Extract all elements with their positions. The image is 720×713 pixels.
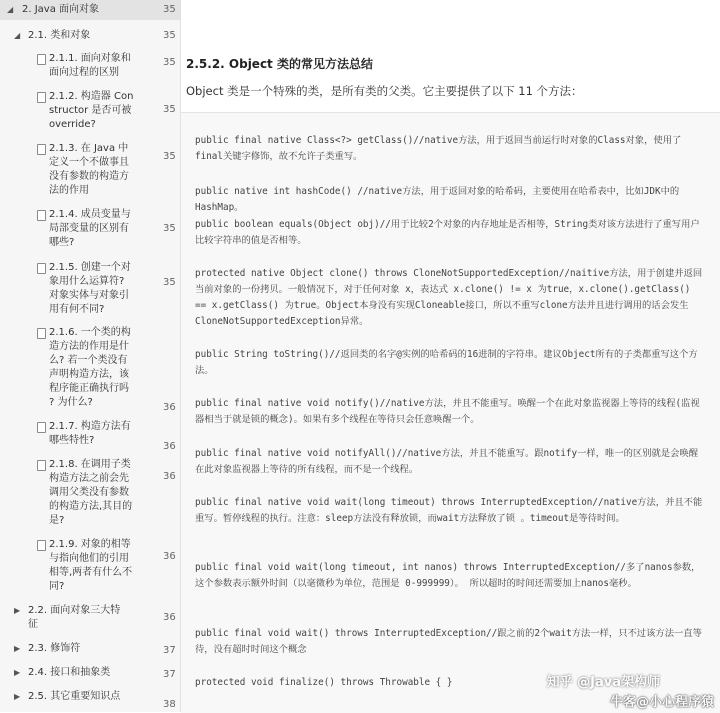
- toc-label: 2.1. 类和对象: [28, 30, 91, 41]
- code-block: [181, 112, 720, 713]
- toc-item-2-1-7[interactable]: [0, 420, 180, 450]
- code-line-wait-timeout: public final native void wait(long timeout) throws InterruptedException//native方法，并且不能重写。暂停线程的执行。注意：sleep方法没有释放锁，而wait方法释放了锁 。timeout是等待时间。: [195, 497, 703, 524]
- toc-page: 35: [163, 223, 176, 234]
- document-icon: [37, 422, 46, 433]
- collapse-icon[interactable]: ◢: [7, 5, 14, 14]
- code-line-wait-nanos: public final void wait(long timeout, int nanos) throws InterruptedException//多了nanos参数，这个参数表示额外时间（以毫微秒为单位，范围是 0-999999）。 所以超时的时间还需要加上nanos毫秒。: [195, 562, 701, 589]
- toc-label: 2.1.8. 在调用子类 构造方法之前会先 调用父类没有参数 的构造方法,其目的 是?: [49, 459, 133, 526]
- code-line-wait: public final void wait() throws InterruptedException//跟之前的2个wait方法一样，只不过该方法一直等待，没有超时时间这个概念: [195, 628, 702, 655]
- toc-sidebar: [0, 0, 181, 712]
- document-icon: [37, 328, 46, 339]
- toc-label: 2.4. 接口和抽象类: [28, 667, 111, 678]
- toc-item-2-1-9[interactable]: [0, 538, 180, 596]
- toc-page: 35: [163, 4, 176, 15]
- toc-item-2-1-8[interactable]: [0, 458, 180, 530]
- toc-page: 35: [163, 104, 176, 115]
- toc-label: 2.1.7. 构造方法有 哪些特性?: [49, 421, 131, 446]
- toc-item-2-1-3[interactable]: [0, 142, 180, 200]
- toc-item-2-1-4[interactable]: [0, 208, 180, 252]
- toc-page: 36: [163, 551, 176, 562]
- toc-label: 2. Java 面向对象: [22, 4, 100, 15]
- toc-label: 2.1.2. 构造器 Con structor 是否可被 override?: [49, 91, 134, 130]
- intro-paragraph: Object 类是一个特殊的类，是所有类的父类。它主要提供了以下 11 个方法：: [186, 84, 583, 98]
- expand-icon[interactable]: ▶: [14, 668, 21, 677]
- toc-page: 36: [163, 471, 176, 482]
- toc-item-2[interactable]: [0, 3, 180, 17]
- toc-label: 2.3. 修饰符: [28, 643, 81, 654]
- toc-label: 2.1.9. 对象的相等 与指向他们的引用 相等,两者有什么不 同?: [49, 539, 133, 592]
- toc-label: 2.5. 其它重要知识点: [28, 691, 121, 702]
- toc-page: 38: [163, 699, 176, 710]
- toc-item-2-5[interactable]: [0, 690, 180, 710]
- document-icon: [37, 144, 46, 155]
- toc-item-2-1[interactable]: [0, 29, 180, 43]
- document-icon: [37, 263, 46, 274]
- toc-item-2-4[interactable]: [0, 666, 180, 680]
- toc-page: 35: [163, 57, 176, 68]
- toc-item-2-1-2[interactable]: [0, 90, 180, 134]
- toc-label: 2.1.6. 一个类的构 造方法的作用是什 么? 若一个类没有 声明构造方法，该 程序能正确执行吗 ? 为什么?: [49, 327, 131, 408]
- document-icon: [37, 92, 46, 103]
- code-line-tostring: public String toString()//返回类的名字@实例的哈希码的16进制的字符串。建议Object所有的子类都重写这个方法。: [195, 349, 698, 376]
- expand-icon[interactable]: ▶: [14, 606, 21, 615]
- document-icon: [37, 540, 46, 551]
- code-line-notify: public final native void notify()//native方法，并且不能重写。唤醒一个在此对象监视器上等待的线程(监视器相当于就是锁的概念)。如果有多个线程在等待只会任意唤醒一个。: [195, 398, 700, 425]
- toc-page: 37: [163, 645, 176, 656]
- code-line-finalize: protected void finalize() throws Throwable { }: [195, 677, 453, 688]
- toc-label: 2.1.5. 创建一个对 象用什么运算符? 对象实体与对象引 用有何不同?: [49, 262, 131, 315]
- document-content: [181, 0, 720, 712]
- toc-item-2-2[interactable]: [0, 604, 180, 634]
- code-line-hashcode: public native int hashCode() //native方法，用于返回对象的哈希码，主要使用在哈希表中，比如JDK中的HashMap。: [195, 186, 680, 213]
- toc-page: 35: [163, 277, 176, 288]
- toc-item-2-1-5[interactable]: [0, 261, 180, 319]
- code-line-notifyall: public final native void notifyAll()//native方法，并且不能重写。跟notify一样，唯一的区别就是会唤醒在此对象监视器上等待的所有线程，而不是一个线程。: [195, 448, 698, 475]
- watermark-nowcoder: 牛客@小心程序猿: [609, 695, 714, 710]
- code-line-clone: protected native Object clone() throws CloneNotSupportedException//naitive方法，用于创建并返回当前对象的一份拷贝。一般情况下，对于任何对象 x，表达式 x.clone() != x 为true，x.clone().getClass() == x.getClass() 为true。Object本身没有实现Cloneable接口，所以不重写clone方法并且进行调用的话会发生CloneNotSupportedException异常。: [195, 268, 703, 327]
- code-line-equals: public boolean equals(Object obj)//用于比较2个对象的内存地址是否相等，String类对该方法进行了重写用户比较字符串的值是否相等。: [195, 219, 700, 246]
- expand-icon[interactable]: ▶: [14, 692, 21, 701]
- toc-label: 2.1.4. 成员变量与 局部变量的区别有 哪些?: [49, 209, 131, 248]
- code-line-getclass: public final native Class<?> getClass()//native方法，用于返回当前运行时对象的Class对象，使用了final关键字修饰，故不允许子类重写。: [195, 135, 682, 162]
- toc-label: 2.1.1. 面向对象和 面向过程的区别: [49, 53, 131, 78]
- toc-item-2-3[interactable]: [0, 642, 180, 656]
- toc-page: 35: [163, 151, 176, 162]
- toc-page: 37: [163, 669, 176, 680]
- document-icon: [37, 210, 46, 221]
- toc-item-2-1-1[interactable]: [0, 52, 180, 82]
- document-icon: [37, 460, 46, 471]
- expand-icon[interactable]: ▶: [14, 644, 21, 653]
- document-icon: [37, 54, 46, 65]
- toc-item-2-1-6[interactable]: [0, 326, 180, 412]
- collapse-icon[interactable]: ◢: [14, 31, 21, 40]
- toc-page: 36: [163, 441, 176, 452]
- watermark-zhihu: 知乎 @Java架构师: [546, 675, 660, 690]
- toc-label: 2.1.3. 在 Java 中 定义一个不做事且 没有参数的构造方 法的作用: [49, 143, 129, 196]
- toc-page: 35: [163, 30, 176, 41]
- section-heading: 2.5.2. Object 类的常见方法总结: [186, 57, 373, 71]
- toc-page: 36: [163, 402, 176, 413]
- toc-page: 36: [163, 612, 176, 623]
- toc-label: 2.2. 面向对象三大特 征: [28, 605, 121, 630]
